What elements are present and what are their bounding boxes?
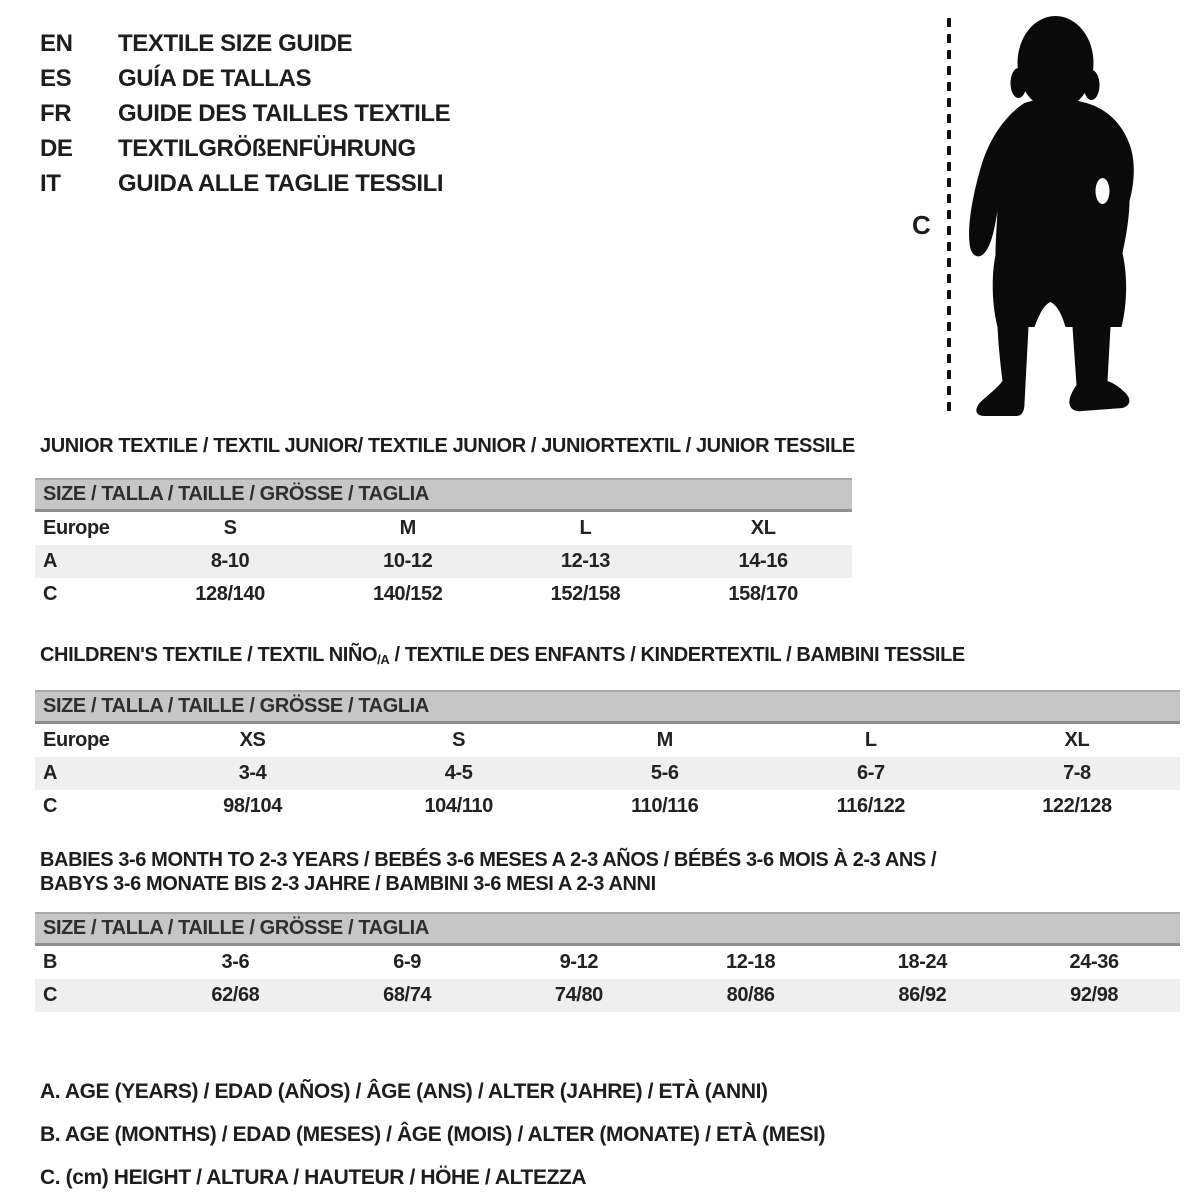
table-row: C 98/104 104/110 110/116 116/122 122/128 bbox=[35, 790, 1180, 823]
lang-code: EN bbox=[40, 29, 73, 57]
legend-line-c: C. (cm) HEIGHT / ALTURA / HAUTEUR / HÖHE / ALTEZZA bbox=[40, 1166, 587, 1189]
guide-title-en: TEXTILE SIZE GUIDE bbox=[118, 29, 353, 57]
row-label: C bbox=[43, 583, 58, 605]
babies-size-table bbox=[35, 946, 1180, 1012]
section-children bbox=[35, 643, 1180, 823]
lang-code: ES bbox=[40, 64, 72, 92]
row-label: Europe bbox=[43, 729, 110, 751]
language-title-list bbox=[40, 26, 450, 201]
babies-section-title-line1: BABIES 3-6 MONTH TO 2-3 YEARS / BEBÉS 3-6 MESES A 2-3 AÑOS / BÉBÉS 3-6 MOIS À 2-3 ANS / bbox=[40, 849, 937, 871]
legend-line-a: A. AGE (YEARS) / EDAD (AÑOS) / ÂGE (ANS) / ALTER (JAHRE) / ETÀ (ANNI) bbox=[40, 1080, 768, 1103]
legend-line-b: B. AGE (MONTHS) / EDAD (MESES) / ÂGE (MOIS) / ALTER (MONATE) / ETÀ (MESI) bbox=[40, 1123, 826, 1146]
table-row: C 62/68 68/74 74/80 80/86 86/92 92/98 bbox=[35, 979, 1180, 1012]
height-measure-line bbox=[946, 16, 952, 416]
lang-row-es bbox=[40, 61, 450, 96]
lang-code: IT bbox=[40, 169, 61, 197]
row-label: Europe bbox=[43, 517, 110, 539]
row-label: A bbox=[43, 762, 58, 784]
junior-size-table bbox=[35, 512, 852, 611]
guide-title-it: GUIDA ALLE TAGLIE TESSILI bbox=[118, 169, 444, 197]
table-row: C 128/140 140/152 152/158 158/170 bbox=[35, 578, 852, 611]
section-junior bbox=[35, 434, 855, 611]
children-size-table bbox=[35, 724, 1180, 823]
lang-row-fr bbox=[40, 96, 450, 131]
row-label: B bbox=[43, 951, 58, 973]
guide-title-de: TEXTILGRÖßENFÜHRUNG bbox=[118, 134, 416, 162]
row-label: C bbox=[43, 795, 58, 817]
nino-a-subscript: /A bbox=[377, 652, 390, 667]
guide-title-es: GUÍA DE TALLAS bbox=[118, 64, 312, 92]
children-section-title: CHILDREN'S TEXTILE / TEXTIL NIÑO/A / TEXTILE DES ENFANTS / KINDERTEXTIL / BAMBINI TESSILE bbox=[40, 644, 965, 667]
table-row: B 3-6 6-9 9-12 12-18 18-24 24-36 bbox=[35, 946, 1180, 979]
toddler-silhouette-icon bbox=[963, 13, 1141, 417]
babies-size-header-bar: SIZE / TALLA / TAILLE / GRÖSSE / TAGLIA bbox=[35, 912, 1180, 946]
junior-section-title: JUNIOR TEXTILE / TEXTIL JUNIOR/ TEXTILE JUNIOR / JUNIORTEXTIL / JUNIOR TESSILE bbox=[40, 435, 855, 457]
junior-size-header-bar: SIZE / TALLA / TAILLE / GRÖSSE / TAGLIA bbox=[35, 478, 852, 512]
table-row: Europe S M L XL bbox=[35, 512, 852, 545]
babies-section-title-line2: BABYS 3-6 MONATE BIS 2-3 JAHRE / BAMBINI 3-6 MESI A 2-3 ANNI bbox=[40, 873, 656, 895]
table-row: Europe XS S M L XL bbox=[35, 724, 1180, 757]
row-label: A bbox=[43, 550, 58, 572]
table-row: A 3-4 4-5 5-6 6-7 7-8 bbox=[35, 757, 1180, 790]
lang-row-en bbox=[40, 26, 450, 61]
section-babies bbox=[35, 848, 1180, 1012]
row-label: C bbox=[43, 984, 58, 1006]
table-row: A 8-10 10-12 12-13 14-16 bbox=[35, 545, 852, 578]
height-measure-label: C bbox=[912, 210, 931, 240]
lang-code: DE bbox=[40, 134, 73, 162]
guide-title-fr: GUIDE DES TAILLES TEXTILE bbox=[118, 99, 451, 127]
children-size-header-bar: SIZE / TALLA / TAILLE / GRÖSSE / TAGLIA bbox=[35, 690, 1180, 724]
lang-row-it bbox=[40, 166, 450, 201]
lang-row-de bbox=[40, 131, 450, 166]
legend bbox=[40, 1070, 825, 1199]
lang-code: FR bbox=[40, 99, 72, 127]
